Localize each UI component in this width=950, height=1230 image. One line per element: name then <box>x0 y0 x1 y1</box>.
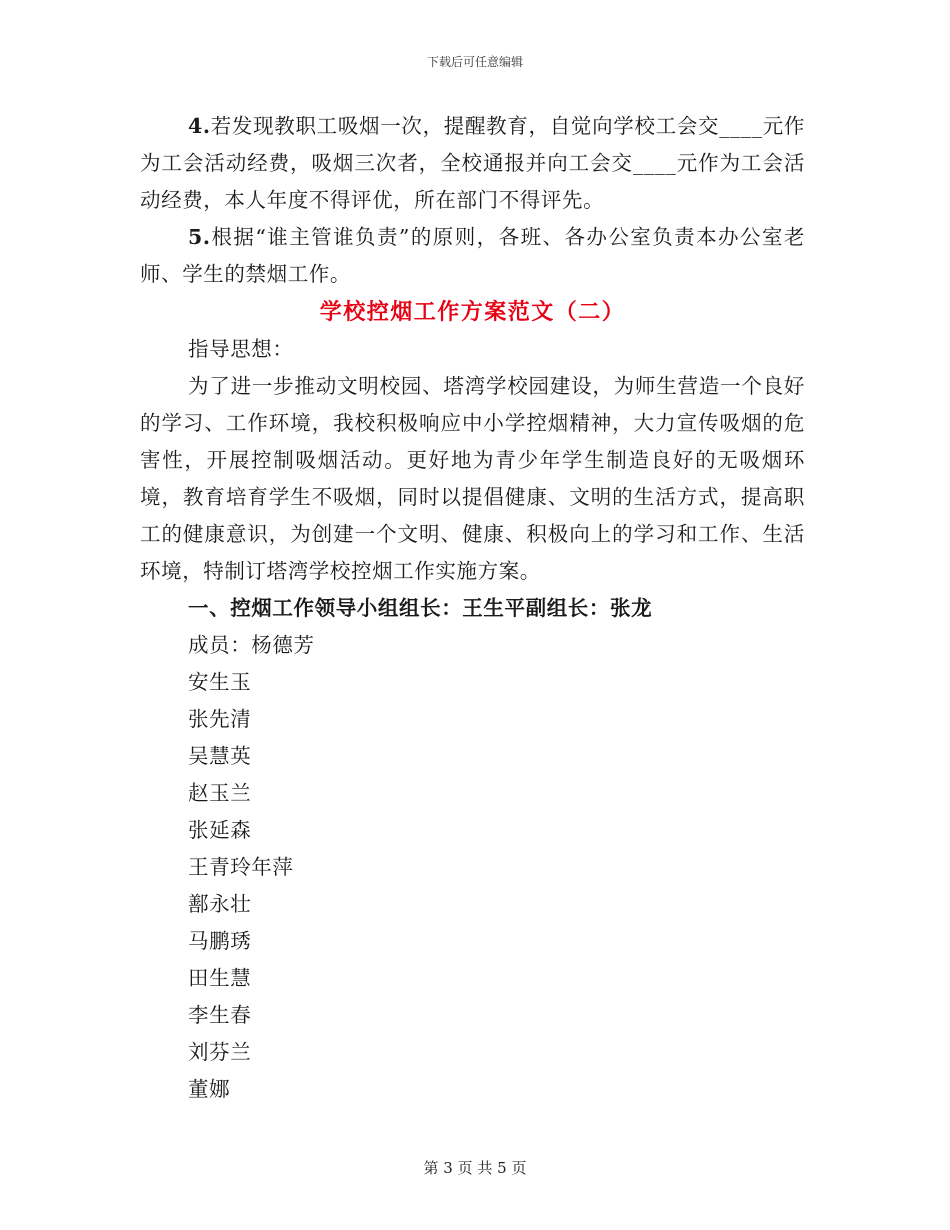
rule-number: 4. <box>188 114 211 138</box>
list-item: 董娜 <box>188 1077 231 1101</box>
section-title: 学校控烟工作方案范文（二） <box>319 299 626 325</box>
rule-number: 5. <box>188 225 211 249</box>
list-item: 张延森 <box>188 818 252 842</box>
group-heading: 一、控烟工作领导小组组长：王生平副组长：张龙 <box>188 596 653 620</box>
list-item: 鄯永壮 <box>188 892 252 916</box>
list-item: 王青玲年萍 <box>188 855 294 879</box>
list-item: 赵玉兰 <box>188 781 252 805</box>
member-list <box>140 627 805 1108</box>
rule-text: 根据“谁主管谁负责”的原则，各班、各办公室负责本办公室老师、学生的禁烟工作。 <box>140 225 805 286</box>
list-item: 田生慧 <box>188 966 252 990</box>
list-item: 刘芬兰 <box>188 1040 252 1064</box>
list-item: 成员：杨德芳 <box>188 633 315 657</box>
list-item: 马鹏琇 <box>188 929 252 953</box>
guide-label: 指导思想： <box>188 337 294 361</box>
header-note: 下载后可任意编辑 <box>426 55 523 69</box>
document-body <box>140 108 805 1108</box>
guide-paragraph: 为了进一步推动文明校园、塔湾学校园建设，为师生营造一个良好的学习、工作环境，我校积极响应中小学控烟精神，大力宣传吸烟的危害性，开展控制吸烟活动。更好地为青少年学生制造良好的无吸烟环境，教育培育学生不吸烟，同时以提倡健康、文明的生活方式，提高职工的健康意识，为创建一个文明、健康、积极向上的学习和工作、生活环境，特制订塔湾学校控烟工作实施方案。 <box>140 374 805 583</box>
list-item: 李生春 <box>188 1003 252 1027</box>
list-item: 安生玉 <box>188 670 252 694</box>
page-footer: 第 3 页 共 5 页 <box>423 1159 527 1177</box>
rule-item-5 <box>140 219 805 293</box>
list-item: 吴慧英 <box>188 744 252 768</box>
list-item: 张先清 <box>188 707 252 731</box>
rule-item-4 <box>140 108 805 219</box>
rule-text: 若发现教职工吸烟一次，提醒教育，自觉向学校工会交____元作为工会活动经费，吸烟三次者，全校通报并向工会交____元作为工会活动经费，本人年度不得评优，所在部门不得评先。 <box>140 114 805 212</box>
